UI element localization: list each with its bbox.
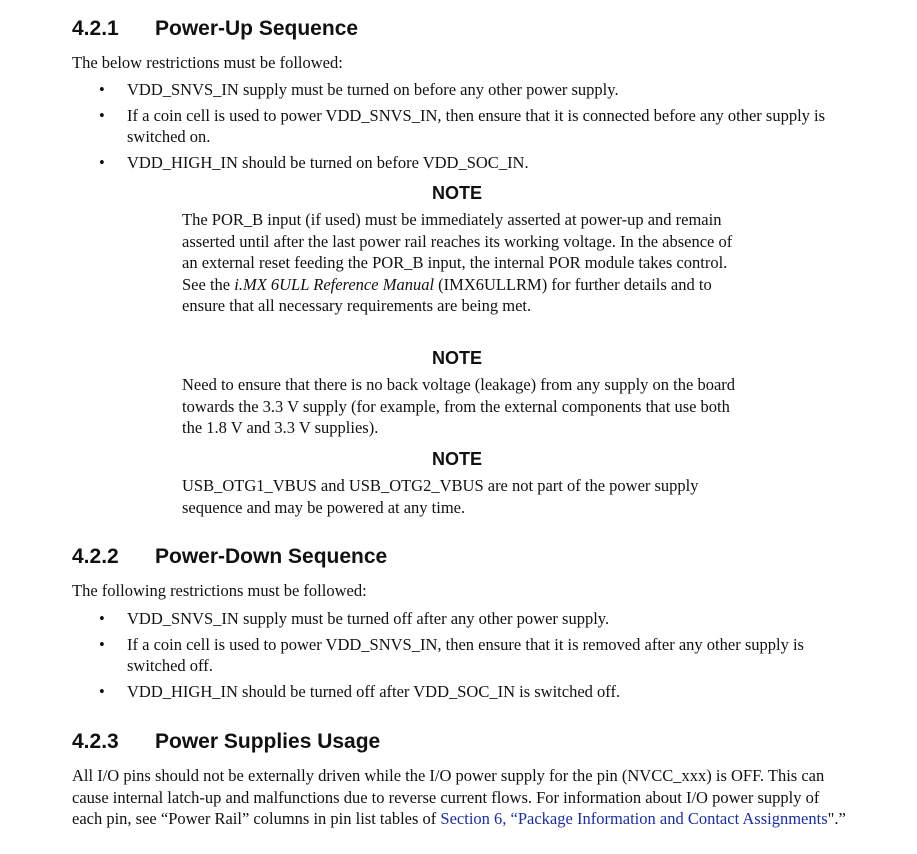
note-text: The POR_B input (if used) must be immediately asserted at power-up and remain asserted until after the last power rail reaches its working voltage. In the absence of an external reset feeding the POR_B input, the internal POR module takes control. See the bbox=[182, 210, 733, 294]
section-intro: The following restrictions must be followed: bbox=[72, 581, 367, 600]
list-item bbox=[0, 152, 847, 174]
paragraph-end: ".” bbox=[827, 809, 846, 828]
section-6-link[interactable]: Section 6, “Package Information and Contact Assignments bbox=[440, 809, 828, 828]
list-item-text: If a coin cell is used to power VDD_SNVS_IN, then ensure that it is removed after any other supply is switched off. bbox=[127, 634, 804, 675]
note-body-por bbox=[182, 209, 742, 317]
bullet-icon: • bbox=[99, 80, 105, 99]
bullet-icon: • bbox=[99, 152, 105, 172]
note-title: NOTE bbox=[431, 449, 482, 469]
note-body-leakage: Need to ensure that there is no back voltage (leakage) from any supply on the board towards the 3.3 V supply (for example, from the external components that use both the 1.8 V and 3.3 V supplies). bbox=[182, 375, 736, 437]
bullet-icon: • bbox=[99, 609, 105, 628]
list-item bbox=[0, 608, 847, 630]
note-text: (IMX6ULLRM) for further details and to ensure that all necessary requirements are being met. bbox=[182, 274, 712, 315]
power-supplies-usage-paragraph bbox=[72, 765, 847, 830]
note-title: NOTE bbox=[431, 183, 482, 203]
list-item-text: VDD_HIGH_IN should be turned on before VDD_SOC_IN. bbox=[127, 152, 529, 172]
bullet-icon: • bbox=[99, 681, 105, 701]
section-heading-power-down bbox=[72, 545, 387, 569]
list-item-text: If a coin cell is used to power VDD_SNVS_IN, then ensure that it is connected before any other supply is switched on. bbox=[127, 105, 826, 146]
section-intro: The below restrictions must be followed: bbox=[72, 53, 343, 72]
list-item bbox=[0, 79, 847, 101]
list-item bbox=[0, 105, 847, 148]
paragraph-text: All I/O pins should not be externally driven while the I/O power supply for the pin (NVCC_xxx) is OFF. This can cause internal latch-up and malfunctions due to reverse current flows. For information about I/O power supply of each pin, see “Power Rail” columns in pin list tables of bbox=[72, 766, 825, 828]
list-item-text: VDD_SNVS_IN supply must be turned on before any other power supply. bbox=[127, 80, 619, 99]
section-title: Power Supplies Usage bbox=[155, 730, 381, 753]
list-item-text: VDD_HIGH_IN should be turned off after VDD_SOC_IN is switched off. bbox=[127, 681, 621, 701]
bullet-icon: • bbox=[99, 105, 105, 125]
section-number: 4.2.1 bbox=[72, 17, 119, 40]
list-item bbox=[0, 634, 847, 677]
section-number: 4.2.2 bbox=[72, 545, 119, 568]
section-title: Power-Down Sequence bbox=[155, 545, 388, 568]
note-title: NOTE bbox=[431, 348, 482, 368]
list-item bbox=[0, 681, 847, 703]
section-heading-power-up bbox=[72, 17, 358, 41]
section-heading-power-supplies-usage bbox=[72, 730, 380, 754]
power-down-bullet-list bbox=[0, 608, 917, 702]
section-number: 4.2.3 bbox=[72, 730, 119, 753]
bullet-icon: • bbox=[99, 634, 105, 654]
power-up-bullet-list bbox=[0, 79, 917, 173]
reference-manual-title: i.MX 6ULL Reference Manual bbox=[234, 274, 435, 294]
note-body-usb: USB_OTG1_VBUS and USB_OTG2_VBUS are not part of the power supply sequence and may be powered at any time. bbox=[182, 476, 699, 517]
section-title: Power-Up Sequence bbox=[155, 17, 359, 40]
list-item-text: VDD_SNVS_IN supply must be turned off after any other power supply. bbox=[127, 609, 610, 628]
